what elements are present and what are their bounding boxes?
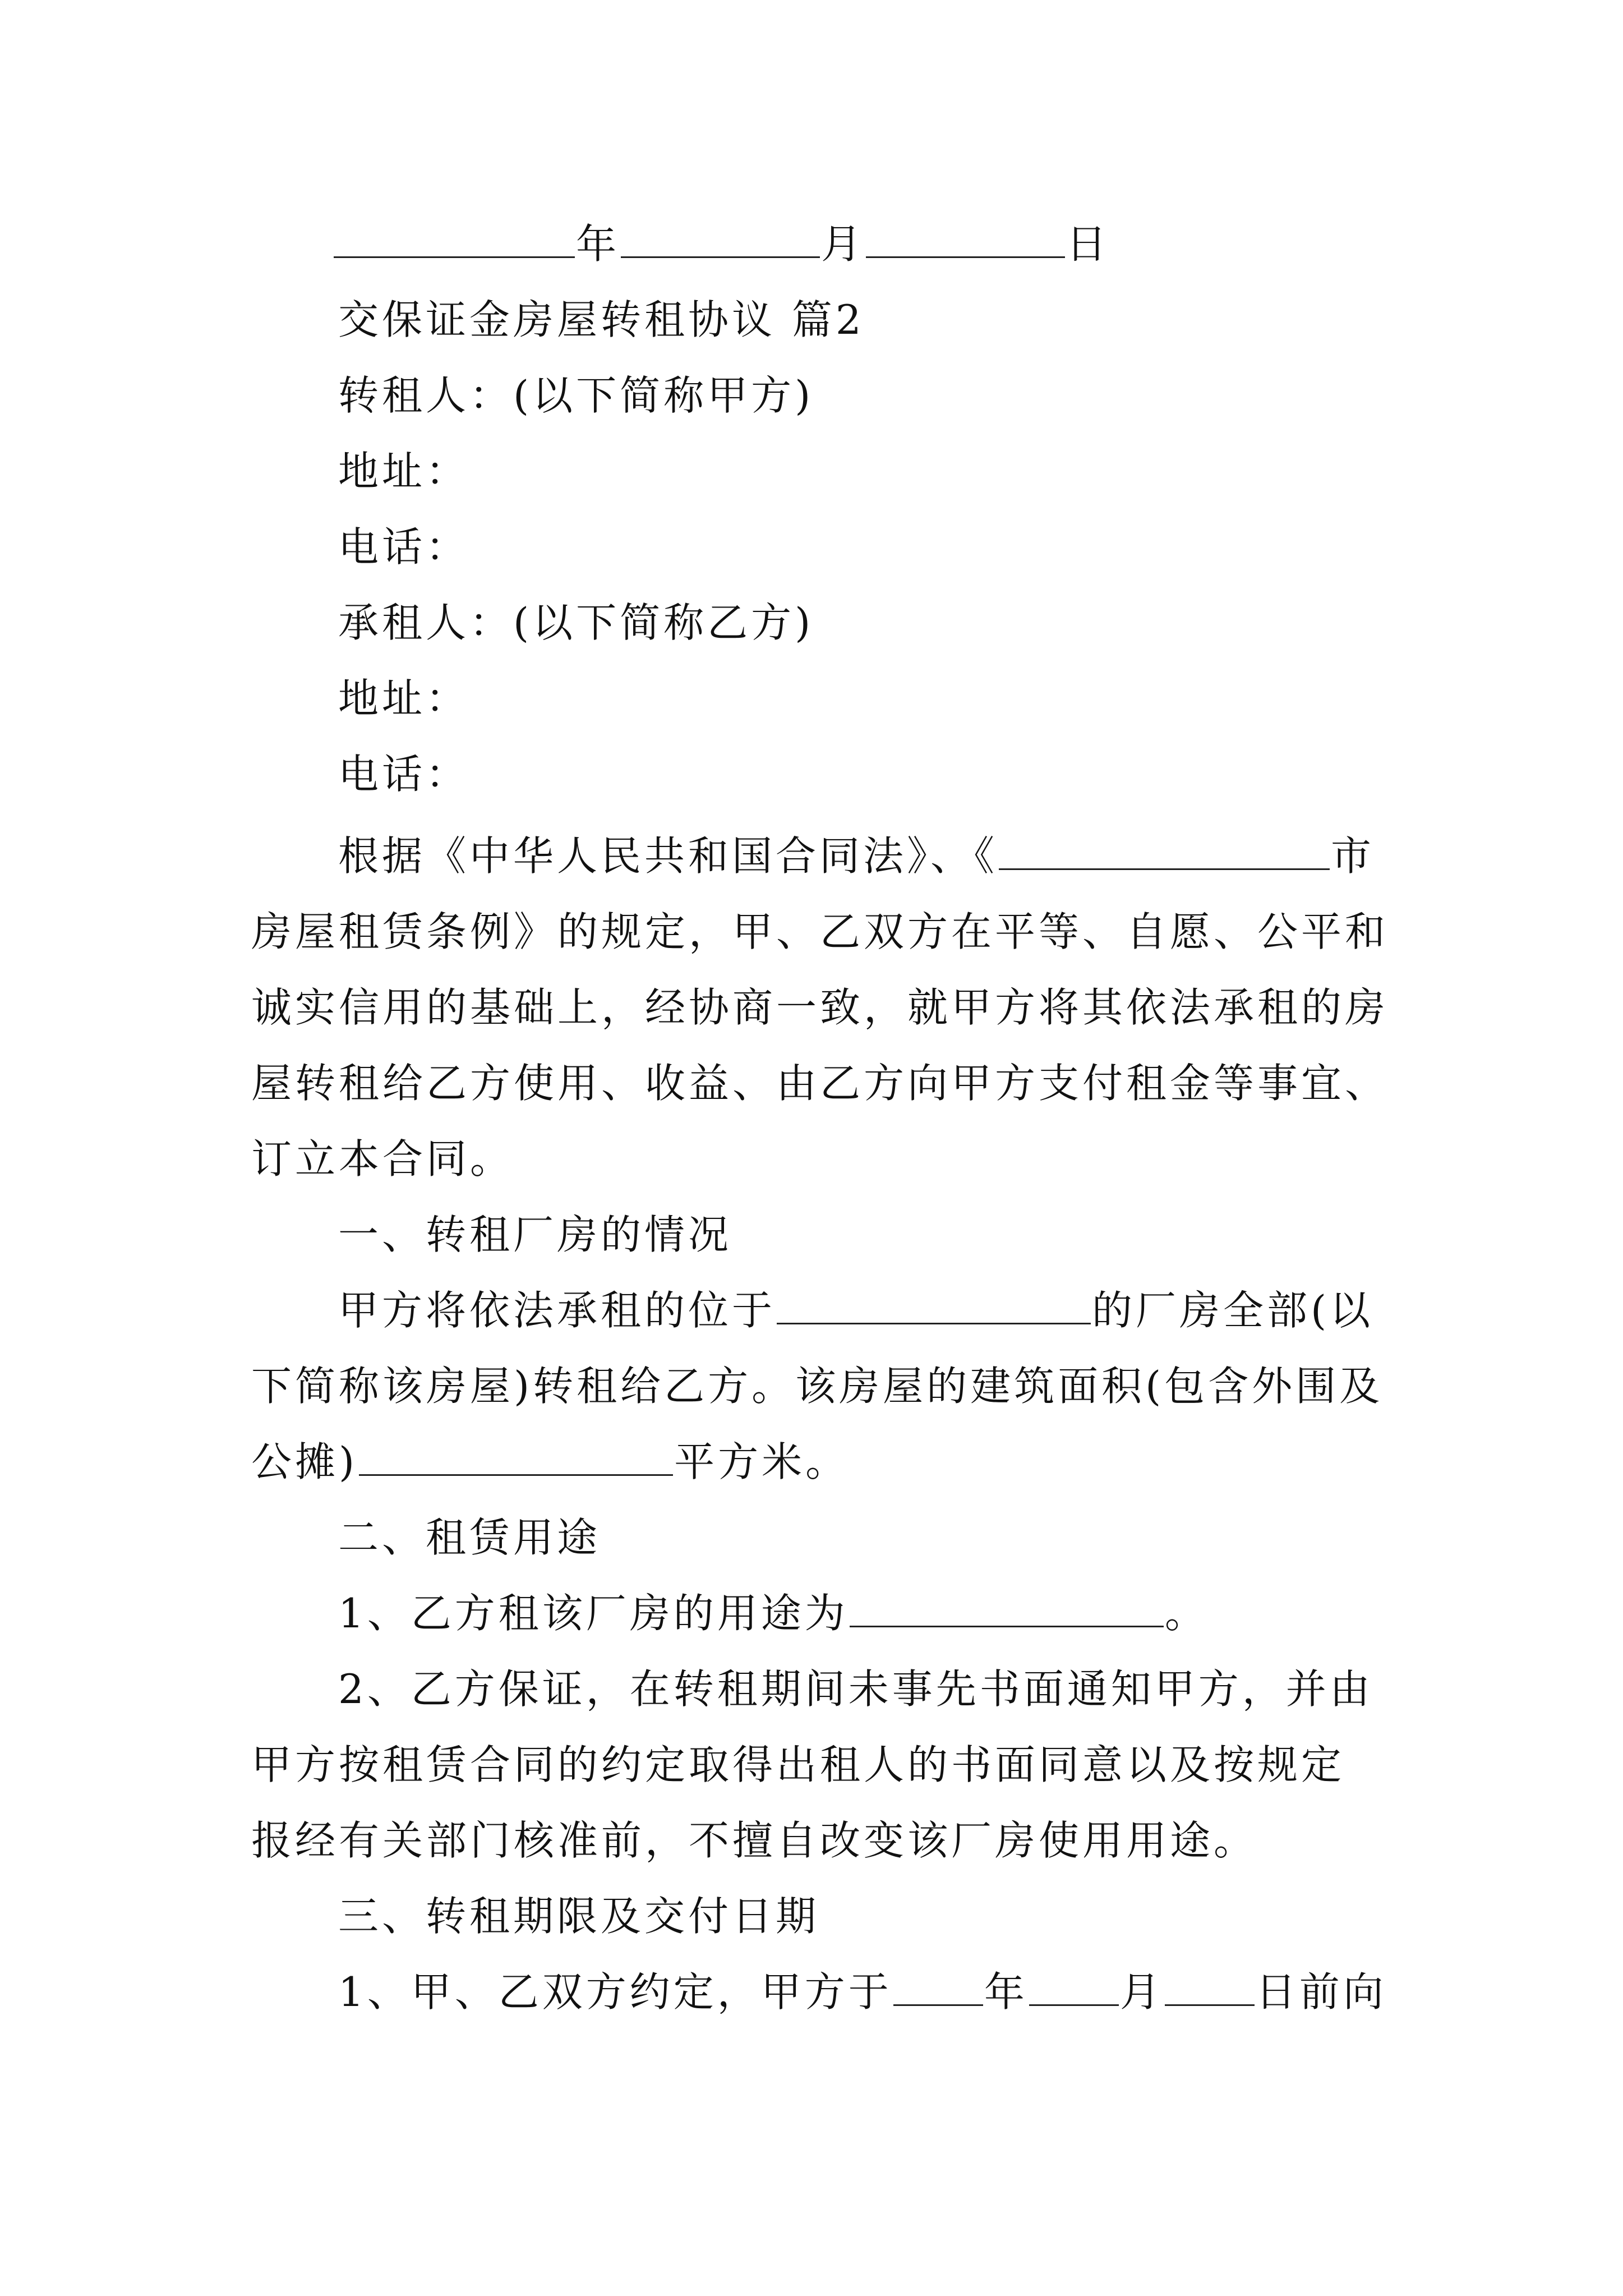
section-2-item-2-line-2: 甲方按租赁合同的约定取得出租人的书面同意以及按规定 xyxy=(251,1741,1345,1788)
lessee-line: 承租人：(以下简称乙方) xyxy=(338,599,814,646)
location-text-a: 甲方将依法承租的位于 xyxy=(338,1287,776,1334)
section-1-line-3 xyxy=(0,1428,1623,1496)
section-2-item-1 xyxy=(0,1580,1623,1647)
preamble-line-4: 屋转租给乙方使用、收益、由乙方向甲方支付租金等事宜、 xyxy=(251,1060,1389,1107)
section-2-item-2-line-1: 2、乙方保证，在转租期间未事先书面通知甲方，并由 xyxy=(338,1665,1373,1713)
preamble-line-1 xyxy=(0,822,1623,890)
term-year-label: 年 xyxy=(984,1968,1028,2016)
lessor-phone: 电话： xyxy=(338,523,470,570)
usage-blank xyxy=(850,1584,1164,1627)
location-text-b: 的厂房全部(以 xyxy=(1092,1287,1374,1334)
usage-text-b: 。 xyxy=(1164,1590,1209,1637)
lessee-address: 地址： xyxy=(338,675,470,722)
date-line xyxy=(0,210,1623,278)
section-2-item-2-line-3: 报经有关部门核准前，不擅自改变该厂房使用用途。 xyxy=(251,1817,1258,1864)
area-text-b: 平方米。 xyxy=(674,1438,850,1485)
day-blank xyxy=(866,215,1065,258)
term-month-label: 月 xyxy=(1119,1968,1164,2016)
lessee-phone: 电话： xyxy=(338,751,470,798)
section-2-heading: 二、租赁用途 xyxy=(338,1514,601,1561)
day-label: 日 xyxy=(1066,220,1110,268)
term-day-blank xyxy=(1165,1963,1255,2006)
term-day-label: 日前向 xyxy=(1255,1968,1387,2016)
area-blank xyxy=(359,1433,673,1476)
section-1-line-1 xyxy=(0,1277,1623,1344)
section-3-item-1 xyxy=(0,1958,1623,2026)
location-blank xyxy=(777,1281,1091,1324)
term-text-a: 1、甲、乙双方约定，甲方于 xyxy=(338,1968,892,2016)
area-text-a: 公摊) xyxy=(251,1438,358,1485)
year-blank xyxy=(334,215,575,258)
term-year-blank xyxy=(893,1963,983,2006)
preamble-line-5: 订立本合同。 xyxy=(251,1135,514,1182)
month-label: 月 xyxy=(821,220,865,268)
section-3-heading: 三、转租期限及交付日期 xyxy=(338,1893,820,1940)
section-1-line-2: 下简称该房屋)转租给乙方。该房屋的建筑面积(包含外围及 xyxy=(251,1363,1384,1410)
preamble-line-3: 诚实信用的基础上，经协商一致，就甲方将其依法承租的房 xyxy=(251,984,1389,1031)
usage-text-a: 1、乙方租该厂房的用途为 xyxy=(338,1590,849,1637)
document-title: 交保证金房屋转租协议 篇2 xyxy=(338,296,865,343)
preamble-line-2: 房屋租赁条例》的规定，甲、乙双方在平等、自愿、公平和 xyxy=(251,908,1389,955)
preamble-text-a: 根据《中华人民共和国合同法》、《 xyxy=(338,832,998,880)
city-blank xyxy=(999,827,1330,870)
term-month-blank xyxy=(1029,1963,1119,2006)
lessor-line: 转租人：(以下简称甲方) xyxy=(338,372,814,419)
month-blank xyxy=(621,215,820,258)
lessor-address: 地址： xyxy=(338,448,470,495)
preamble-text-b: 市 xyxy=(1331,832,1375,880)
section-1-heading: 一、转租厂房的情况 xyxy=(338,1211,732,1258)
year-label: 年 xyxy=(576,220,620,268)
